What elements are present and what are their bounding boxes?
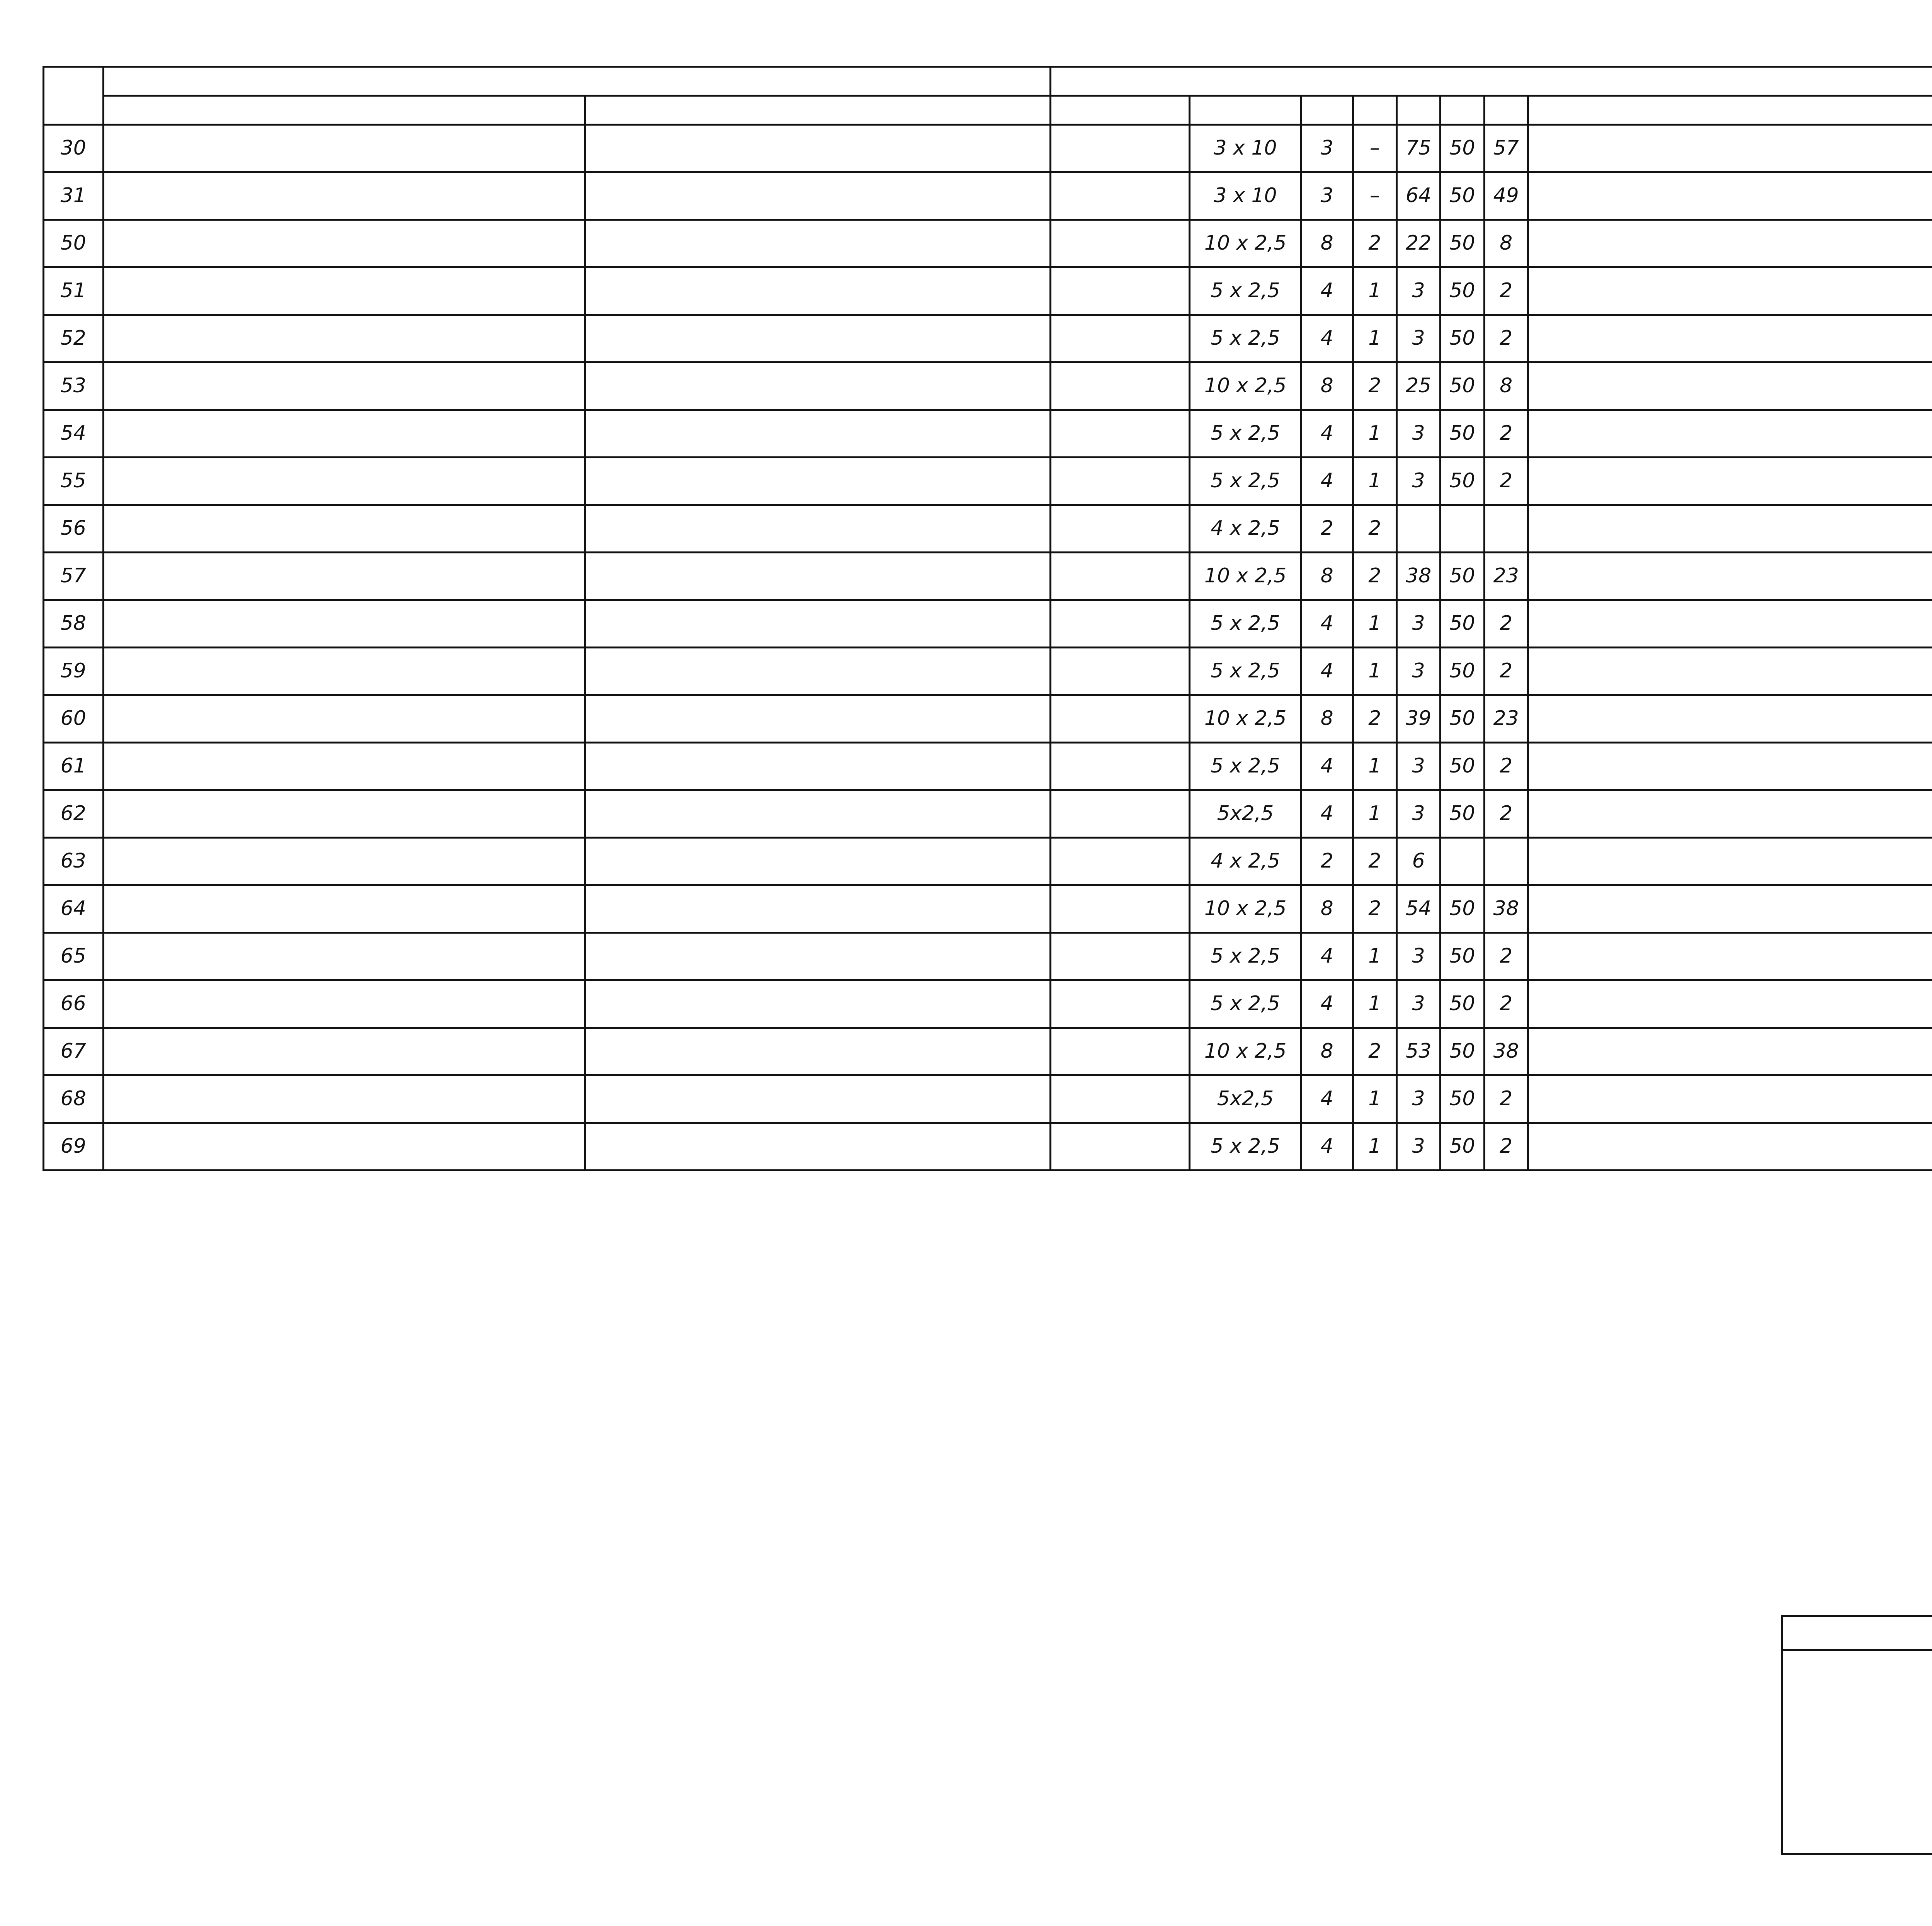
cell-cores: 5 x 2,5 — [1190, 458, 1301, 505]
cell-pipe-len — [1484, 505, 1528, 553]
cell-brand — [1050, 600, 1190, 648]
cell-length: 22 — [1396, 220, 1440, 267]
table-row — [44, 790, 1932, 838]
cell-brand — [1050, 458, 1190, 505]
cell-cores: 10 x 2,5 — [1190, 220, 1301, 267]
cell-to — [585, 553, 1050, 600]
cell-to — [585, 505, 1050, 553]
cell-pipe-d: 50 — [1440, 553, 1484, 600]
cell-reserve: 1 — [1353, 1123, 1396, 1171]
cell-method — [1528, 1075, 1932, 1123]
cell-method — [1528, 648, 1932, 695]
cell-from — [103, 1075, 585, 1123]
cell-work: 4 — [1301, 743, 1353, 790]
cell-method — [1528, 220, 1932, 267]
cell-brand — [1050, 1123, 1190, 1171]
cell-mark: 68 — [44, 1075, 104, 1123]
header-method — [1528, 96, 1932, 125]
signatures-area-2 — [1782, 1650, 1932, 1854]
cell-method — [1528, 885, 1932, 933]
cell-method — [1528, 1123, 1932, 1171]
cell-cores: 5 x 2,5 — [1190, 1123, 1301, 1171]
cell-from — [103, 125, 585, 172]
table-row — [44, 695, 1932, 743]
cell-from — [103, 980, 585, 1028]
cell-cores: 10 x 2,5 — [1190, 885, 1301, 933]
header-pipe-d — [1440, 96, 1484, 125]
cell-length: 3 — [1396, 1075, 1440, 1123]
cell-reserve: 1 — [1353, 743, 1396, 790]
cell-to — [585, 885, 1050, 933]
cell-work: 4 — [1301, 790, 1353, 838]
cell-method — [1528, 743, 1932, 790]
table-row — [44, 362, 1932, 410]
table-row — [44, 458, 1932, 505]
cell-to — [585, 600, 1050, 648]
cell-method — [1528, 125, 1932, 172]
cell-length: 25 — [1396, 362, 1440, 410]
table-row — [44, 553, 1932, 600]
cell-cores: 5x2,5 — [1190, 790, 1301, 838]
cell-mark: 52 — [44, 315, 104, 362]
cell-work: 4 — [1301, 600, 1353, 648]
cell-reserve: 1 — [1353, 600, 1396, 648]
cell-pipe-len: 2 — [1484, 980, 1528, 1028]
cell-brand — [1050, 648, 1190, 695]
cell-length: 3 — [1396, 315, 1440, 362]
cell-brand — [1050, 838, 1190, 885]
cell-to — [585, 362, 1050, 410]
cell-cores: 5 x 2,5 — [1190, 267, 1301, 315]
cell-work: 4 — [1301, 1123, 1353, 1171]
table-row — [44, 743, 1932, 790]
cell-pipe-d: 50 — [1440, 1075, 1484, 1123]
cell-reserve: 2 — [1353, 695, 1396, 743]
cell-method — [1528, 362, 1932, 410]
cell-work: 4 — [1301, 267, 1353, 315]
cell-pipe-len: 2 — [1484, 267, 1528, 315]
cell-brand — [1050, 410, 1190, 458]
header-cores — [1190, 96, 1301, 125]
cell-pipe-d: 50 — [1440, 458, 1484, 505]
cell-pipe-len: 8 — [1484, 220, 1528, 267]
cell-method — [1528, 933, 1932, 980]
table-row — [44, 1028, 1932, 1075]
cell-pipe-d: 50 — [1440, 648, 1484, 695]
cell-from — [103, 885, 585, 933]
cell-cores: 3 x 10 — [1190, 125, 1301, 172]
cell-cores: 5 x 2,5 — [1190, 743, 1301, 790]
cell-from — [103, 695, 585, 743]
cell-pipe-d: 50 — [1440, 267, 1484, 315]
cell-pipe-len: 2 — [1484, 933, 1528, 980]
cell-brand — [1050, 172, 1190, 220]
cell-length — [1396, 505, 1440, 553]
table-row — [44, 505, 1932, 553]
cell-pipe-d: 50 — [1440, 220, 1484, 267]
cell-mark: 64 — [44, 885, 104, 933]
cell-reserve: 1 — [1353, 790, 1396, 838]
cell-to — [585, 695, 1050, 743]
header-project — [1050, 67, 1932, 96]
cell-work: 3 — [1301, 125, 1353, 172]
cell-brand — [1050, 790, 1190, 838]
cell-from — [103, 648, 585, 695]
cell-reserve: 1 — [1353, 933, 1396, 980]
cell-pipe-len: 2 — [1484, 790, 1528, 838]
table-row — [44, 885, 1932, 933]
cell-pipe-d: 50 — [1440, 315, 1484, 362]
table-row — [44, 172, 1932, 220]
cell-pipe-len: 2 — [1484, 458, 1528, 505]
cell-pipe-len — [1484, 838, 1528, 885]
cell-length: 3 — [1396, 267, 1440, 315]
cell-work: 8 — [1301, 220, 1353, 267]
cell-pipe-len: 57 — [1484, 125, 1528, 172]
cell-to — [585, 648, 1050, 695]
cell-cores: 5 x 2,5 — [1190, 315, 1301, 362]
cell-reserve: 1 — [1353, 410, 1396, 458]
cell-pipe-d: 50 — [1440, 743, 1484, 790]
cell-length: 54 — [1396, 885, 1440, 933]
cell-mark: 54 — [44, 410, 104, 458]
cell-to — [585, 1028, 1050, 1075]
cell-method — [1528, 695, 1932, 743]
cell-work: 4 — [1301, 648, 1353, 695]
cell-pipe-d: 50 — [1440, 362, 1484, 410]
cell-reserve: 1 — [1353, 980, 1396, 1028]
cell-method — [1528, 505, 1932, 553]
cell-reserve: 2 — [1353, 220, 1396, 267]
cell-length: 3 — [1396, 933, 1440, 980]
cell-pipe-len: 23 — [1484, 695, 1528, 743]
cell-pipe-d: 50 — [1440, 695, 1484, 743]
cell-to — [585, 1123, 1050, 1171]
cell-work: 4 — [1301, 1075, 1353, 1123]
cell-brand — [1050, 695, 1190, 743]
cell-cores: 10 x 2,5 — [1190, 553, 1301, 600]
cell-brand — [1050, 743, 1190, 790]
cell-work: 2 — [1301, 838, 1353, 885]
cell-work: 4 — [1301, 410, 1353, 458]
cell-cores: 4 x 2,5 — [1190, 505, 1301, 553]
cell-to — [585, 743, 1050, 790]
header-length — [1396, 96, 1440, 125]
cell-length: 6 — [1396, 838, 1440, 885]
header-work — [1301, 96, 1353, 125]
cell-cores: 10 x 2,5 — [1190, 362, 1301, 410]
cell-cores: 5 x 2,5 — [1190, 980, 1301, 1028]
cell-length: 64 — [1396, 172, 1440, 220]
cell-to — [585, 267, 1050, 315]
header-pipe-len — [1484, 96, 1528, 125]
cell-brand — [1050, 220, 1190, 267]
cell-length: 75 — [1396, 125, 1440, 172]
cell-from — [103, 458, 585, 505]
cell-pipe-len: 2 — [1484, 743, 1528, 790]
cell-pipe-len: 38 — [1484, 885, 1528, 933]
header-mark — [44, 67, 104, 125]
cable-table — [43, 66, 1932, 1171]
cell-to — [585, 838, 1050, 885]
cell-from — [103, 838, 585, 885]
cell-mark: 31 — [44, 172, 104, 220]
cell-reserve: 2 — [1353, 1028, 1396, 1075]
cell-length: 3 — [1396, 600, 1440, 648]
cell-from — [103, 505, 585, 553]
header-reserve — [1353, 96, 1396, 125]
cell-work: 8 — [1301, 695, 1353, 743]
table-row — [44, 410, 1932, 458]
cell-reserve: – — [1353, 125, 1396, 172]
cell-length: 3 — [1396, 648, 1440, 695]
cell-from — [103, 1028, 585, 1075]
cell-reserve: 1 — [1353, 315, 1396, 362]
cell-from — [103, 220, 585, 267]
cell-pipe-d: 50 — [1440, 600, 1484, 648]
cell-work: 8 — [1301, 362, 1353, 410]
cell-pipe-len: 49 — [1484, 172, 1528, 220]
cell-to — [585, 315, 1050, 362]
cell-to — [585, 172, 1050, 220]
cell-mark: 66 — [44, 980, 104, 1028]
header-brand — [1050, 96, 1190, 125]
table-row — [44, 1075, 1932, 1123]
table-row — [44, 933, 1932, 980]
cell-pipe-d: 50 — [1440, 172, 1484, 220]
cell-from — [103, 1123, 585, 1171]
table-row — [44, 267, 1932, 315]
cell-pipe-len: 23 — [1484, 553, 1528, 600]
cell-mark: 63 — [44, 838, 104, 885]
cell-pipe-len: 2 — [1484, 600, 1528, 648]
cell-pipe-d: 50 — [1440, 125, 1484, 172]
cell-brand — [1050, 980, 1190, 1028]
cell-cores: 5 x 2,5 — [1190, 648, 1301, 695]
cell-mark: 51 — [44, 267, 104, 315]
cell-mark: 61 — [44, 743, 104, 790]
cell-brand — [1050, 933, 1190, 980]
cell-from — [103, 600, 585, 648]
cell-method — [1528, 410, 1932, 458]
cell-from — [103, 553, 585, 600]
cell-mark: 53 — [44, 362, 104, 410]
cell-pipe-len: 2 — [1484, 1123, 1528, 1171]
cell-work: 8 — [1301, 553, 1353, 600]
cell-length: 3 — [1396, 458, 1440, 505]
cell-pipe-d: 50 — [1440, 1123, 1484, 1171]
cell-cores: 3 x 10 — [1190, 172, 1301, 220]
cell-from — [103, 172, 585, 220]
cell-length: 53 — [1396, 1028, 1440, 1075]
cell-work: 8 — [1301, 1028, 1353, 1075]
table-row — [44, 220, 1932, 267]
cell-to — [585, 933, 1050, 980]
cell-work: 4 — [1301, 458, 1353, 505]
cell-length: 3 — [1396, 980, 1440, 1028]
cell-pipe-d: 50 — [1440, 980, 1484, 1028]
cell-mark: 60 — [44, 695, 104, 743]
cell-mark: 58 — [44, 600, 104, 648]
header-direction — [103, 67, 1050, 96]
cell-reserve: 2 — [1353, 553, 1396, 600]
cell-reserve: 2 — [1353, 505, 1396, 553]
cell-from — [103, 362, 585, 410]
table-row — [44, 648, 1932, 695]
cell-from — [103, 743, 585, 790]
cell-work: 8 — [1301, 885, 1353, 933]
cell-mark: 57 — [44, 553, 104, 600]
cell-mark: 69 — [44, 1123, 104, 1171]
cell-brand — [1050, 315, 1190, 362]
cell-brand — [1050, 1075, 1190, 1123]
cell-brand — [1050, 125, 1190, 172]
cell-work: 4 — [1301, 933, 1353, 980]
header-to — [585, 96, 1050, 125]
cell-pipe-len: 38 — [1484, 1028, 1528, 1075]
cell-pipe-len: 8 — [1484, 362, 1528, 410]
cell-mark: 67 — [44, 1028, 104, 1075]
cell-pipe-d: 50 — [1440, 790, 1484, 838]
cell-mark: 59 — [44, 648, 104, 695]
cell-pipe-d — [1440, 505, 1484, 553]
cell-from — [103, 933, 585, 980]
cell-from — [103, 790, 585, 838]
cell-brand — [1050, 362, 1190, 410]
cell-method — [1528, 172, 1932, 220]
table-row — [44, 1123, 1932, 1171]
table-row — [44, 315, 1932, 362]
cell-pipe-d: 50 — [1440, 933, 1484, 980]
cell-method — [1528, 980, 1932, 1028]
cell-length: 3 — [1396, 743, 1440, 790]
cell-pipe-d: 50 — [1440, 885, 1484, 933]
cell-reserve: 2 — [1353, 362, 1396, 410]
cell-cores: 4 x 2,5 — [1190, 838, 1301, 885]
cell-reserve: 1 — [1353, 1075, 1396, 1123]
signatures-area — [1782, 1616, 1932, 1650]
cell-pipe-d: 50 — [1440, 410, 1484, 458]
table-row — [44, 980, 1932, 1028]
cell-cores: 5 x 2,5 — [1190, 600, 1301, 648]
table-row — [44, 125, 1932, 172]
cell-pipe-d: 50 — [1440, 1028, 1484, 1075]
cell-to — [585, 458, 1050, 505]
cell-reserve: – — [1353, 172, 1396, 220]
cell-to — [585, 790, 1050, 838]
cell-reserve: 1 — [1353, 648, 1396, 695]
cell-mark: 62 — [44, 790, 104, 838]
table-row — [44, 838, 1932, 885]
cell-reserve: 1 — [1353, 458, 1396, 505]
cell-to — [585, 125, 1050, 172]
cell-mark: 56 — [44, 505, 104, 553]
cell-mark: 65 — [44, 933, 104, 980]
cell-from — [103, 267, 585, 315]
cell-cores: 5x2,5 — [1190, 1075, 1301, 1123]
cell-method — [1528, 553, 1932, 600]
cell-reserve: 2 — [1353, 885, 1396, 933]
cell-length: 3 — [1396, 790, 1440, 838]
cell-to — [585, 220, 1050, 267]
cell-method — [1528, 838, 1932, 885]
cell-cores: 10 x 2,5 — [1190, 695, 1301, 743]
title-block — [1781, 1615, 1932, 1855]
cell-pipe-len: 2 — [1484, 648, 1528, 695]
cell-method — [1528, 267, 1932, 315]
cell-length: 39 — [1396, 695, 1440, 743]
cell-brand — [1050, 553, 1190, 600]
cell-method — [1528, 790, 1932, 838]
cell-brand — [1050, 505, 1190, 553]
cell-length: 3 — [1396, 1123, 1440, 1171]
cell-cores: 5 x 2,5 — [1190, 410, 1301, 458]
cell-brand — [1050, 1028, 1190, 1075]
cell-cores: 10 x 2,5 — [1190, 1028, 1301, 1075]
cell-to — [585, 980, 1050, 1028]
cell-pipe-len: 2 — [1484, 315, 1528, 362]
cell-work: 2 — [1301, 505, 1353, 553]
cell-method — [1528, 1028, 1932, 1075]
cell-mark: 55 — [44, 458, 104, 505]
cell-pipe-len: 2 — [1484, 1075, 1528, 1123]
cell-length: 3 — [1396, 410, 1440, 458]
cell-reserve: 2 — [1353, 838, 1396, 885]
cell-to — [585, 1075, 1050, 1123]
cell-reserve: 1 — [1353, 267, 1396, 315]
cell-from — [103, 410, 585, 458]
cell-brand — [1050, 267, 1190, 315]
cell-method — [1528, 315, 1932, 362]
cell-mark: 30 — [44, 125, 104, 172]
cell-length: 38 — [1396, 553, 1440, 600]
cell-pipe-len: 2 — [1484, 410, 1528, 458]
cell-method — [1528, 458, 1932, 505]
cell-cores: 5 x 2,5 — [1190, 933, 1301, 980]
cell-work: 4 — [1301, 980, 1353, 1028]
cell-pipe-d — [1440, 838, 1484, 885]
cell-brand — [1050, 885, 1190, 933]
cable-journal — [43, 66, 1932, 1534]
table-row — [44, 600, 1932, 648]
cell-mark: 50 — [44, 220, 104, 267]
cell-to — [585, 410, 1050, 458]
cell-work: 3 — [1301, 172, 1353, 220]
cell-work: 4 — [1301, 315, 1353, 362]
header-from — [103, 96, 585, 125]
cell-method — [1528, 600, 1932, 648]
cell-from — [103, 315, 585, 362]
